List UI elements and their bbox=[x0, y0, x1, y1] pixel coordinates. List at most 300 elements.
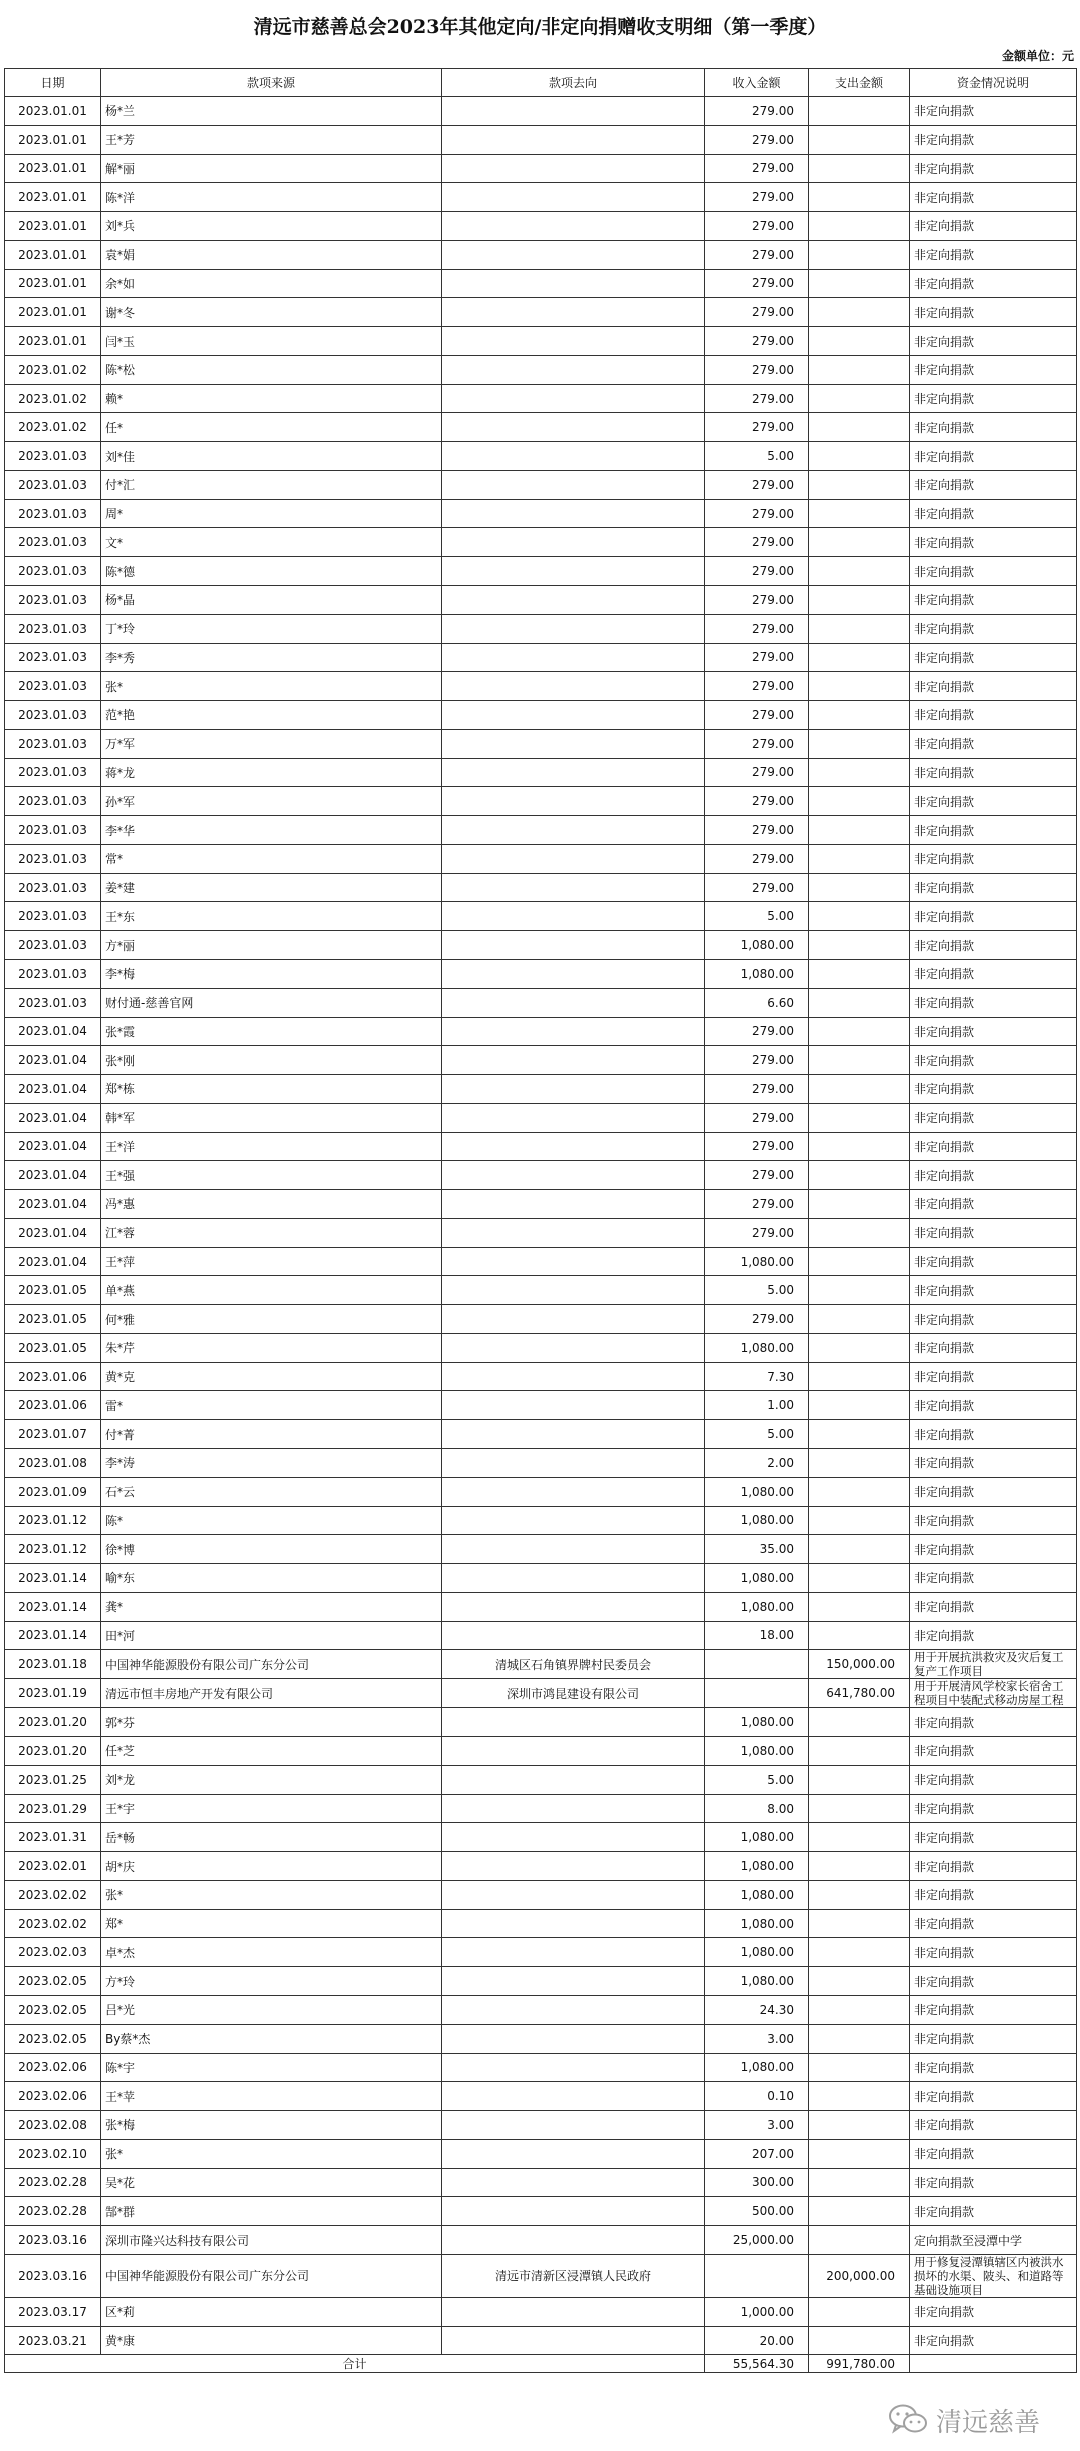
note-cell: 非定向捐款 bbox=[910, 499, 1077, 528]
expense-cell bbox=[809, 2139, 910, 2168]
expense-cell bbox=[809, 2197, 910, 2226]
note-cell: 非定向捐款 bbox=[910, 1880, 1077, 1909]
income-cell: 279.00 bbox=[705, 816, 809, 845]
date-cell: 2023.01.04 bbox=[5, 1190, 101, 1219]
dest-cell bbox=[442, 1420, 705, 1449]
expense-cell bbox=[809, 528, 910, 557]
date-cell: 2023.02.06 bbox=[5, 2082, 101, 2111]
expense-cell bbox=[809, 1909, 910, 1938]
note-cell: 非定向捐款 bbox=[910, 1333, 1077, 1362]
source-cell: 郭*芬 bbox=[101, 1708, 442, 1737]
table-row bbox=[5, 2111, 1077, 2140]
source-cell: 王*洋 bbox=[101, 1132, 442, 1161]
dest-cell bbox=[442, 586, 705, 615]
expense-cell bbox=[809, 931, 910, 960]
dest-cell bbox=[442, 183, 705, 212]
dest-cell bbox=[442, 988, 705, 1017]
income-cell: 279.00 bbox=[705, 1103, 809, 1132]
table-row bbox=[5, 269, 1077, 298]
source-cell: 李*秀 bbox=[101, 643, 442, 672]
income-cell bbox=[705, 1650, 809, 1679]
note-cell: 非定向捐款 bbox=[910, 758, 1077, 787]
date-cell: 2023.01.04 bbox=[5, 1103, 101, 1132]
dest-cell bbox=[442, 154, 705, 183]
table-row bbox=[5, 1017, 1077, 1046]
income-cell: 279.00 bbox=[705, 643, 809, 672]
dest-cell bbox=[442, 1737, 705, 1766]
date-cell: 2023.01.18 bbox=[5, 1650, 101, 1679]
header-source: 款项来源 bbox=[101, 69, 442, 97]
note-cell: 非定向捐款 bbox=[910, 1708, 1077, 1737]
expense-cell: 150,000.00 bbox=[809, 1650, 910, 1679]
source-cell: 徐*博 bbox=[101, 1535, 442, 1564]
table-row bbox=[5, 2082, 1077, 2111]
dest-cell bbox=[442, 2082, 705, 2111]
source-cell: 吴*花 bbox=[101, 2168, 442, 2197]
income-cell: 1,080.00 bbox=[705, 1506, 809, 1535]
income-cell: 279.00 bbox=[705, 97, 809, 126]
expense-cell bbox=[809, 1477, 910, 1506]
expense-cell bbox=[809, 154, 910, 183]
date-cell: 2023.01.03 bbox=[5, 442, 101, 471]
source-cell: 单*燕 bbox=[101, 1276, 442, 1305]
income-cell: 300.00 bbox=[705, 2168, 809, 2197]
note-cell: 非定向捐款 bbox=[910, 873, 1077, 902]
wechat-icon bbox=[888, 2403, 928, 2437]
source-cell: 冯*惠 bbox=[101, 1190, 442, 1219]
income-cell: 3.00 bbox=[705, 2024, 809, 2053]
dest-cell bbox=[442, 902, 705, 931]
dest-cell bbox=[442, 1448, 705, 1477]
date-cell: 2023.03.16 bbox=[5, 2226, 101, 2255]
note-cell: 非定向捐款 bbox=[910, 97, 1077, 126]
table-row bbox=[5, 729, 1077, 758]
note-cell: 非定向捐款 bbox=[910, 2082, 1077, 2111]
table-row bbox=[5, 959, 1077, 988]
dest-cell bbox=[442, 614, 705, 643]
watermark-text: 清远慈善 bbox=[936, 2407, 1041, 2438]
expense-cell bbox=[809, 97, 910, 126]
date-cell: 2023.01.01 bbox=[5, 154, 101, 183]
date-cell: 2023.01.03 bbox=[5, 499, 101, 528]
table-row bbox=[5, 1535, 1077, 1564]
expense-cell bbox=[809, 1996, 910, 2025]
dest-cell bbox=[442, 1909, 705, 1938]
expense-cell bbox=[809, 1161, 910, 1190]
source-cell: 喻*东 bbox=[101, 1564, 442, 1593]
expense-cell bbox=[809, 1218, 910, 1247]
source-cell: 郜*群 bbox=[101, 2197, 442, 2226]
note-cell: 非定向捐款 bbox=[910, 125, 1077, 154]
income-cell: 7.30 bbox=[705, 1362, 809, 1391]
table-row bbox=[5, 844, 1077, 873]
note-cell: 非定向捐款 bbox=[910, 2197, 1077, 2226]
dest-cell bbox=[442, 1794, 705, 1823]
income-cell: 279.00 bbox=[705, 355, 809, 384]
expense-cell bbox=[809, 2082, 910, 2111]
expense-cell bbox=[809, 873, 910, 902]
income-cell: 279.00 bbox=[705, 1161, 809, 1190]
date-cell: 2023.01.05 bbox=[5, 1305, 101, 1334]
expense-cell bbox=[809, 1823, 910, 1852]
header-dest: 款项去向 bbox=[442, 69, 705, 97]
income-cell: 279.00 bbox=[705, 672, 809, 701]
expense-cell bbox=[809, 1592, 910, 1621]
table-row bbox=[5, 183, 1077, 212]
income-cell: 279.00 bbox=[705, 212, 809, 241]
table-row bbox=[5, 816, 1077, 845]
income-cell: 279.00 bbox=[705, 557, 809, 586]
source-cell: 任* bbox=[101, 413, 442, 442]
date-cell: 2023.01.29 bbox=[5, 1794, 101, 1823]
dest-cell bbox=[442, 2326, 705, 2355]
date-cell: 2023.01.06 bbox=[5, 1391, 101, 1420]
income-cell: 279.00 bbox=[705, 499, 809, 528]
date-cell: 2023.02.05 bbox=[5, 1967, 101, 1996]
date-cell: 2023.01.03 bbox=[5, 614, 101, 643]
note-cell: 非定向捐款 bbox=[910, 2111, 1077, 2140]
source-cell: 付*菁 bbox=[101, 1420, 442, 1449]
note-cell: 非定向捐款 bbox=[910, 1391, 1077, 1420]
expense-cell bbox=[809, 1448, 910, 1477]
source-cell: 王*苹 bbox=[101, 2082, 442, 2111]
note-cell: 非定向捐款 bbox=[910, 384, 1077, 413]
income-cell: 18.00 bbox=[705, 1621, 809, 1650]
income-cell: 5.00 bbox=[705, 1276, 809, 1305]
note-cell: 非定向捐款 bbox=[910, 614, 1077, 643]
date-cell: 2023.01.03 bbox=[5, 672, 101, 701]
note-cell: 非定向捐款 bbox=[910, 2024, 1077, 2053]
expense-cell bbox=[809, 1132, 910, 1161]
note-cell: 定向捐款至浸潭中学 bbox=[910, 2226, 1077, 2255]
date-cell: 2023.01.09 bbox=[5, 1477, 101, 1506]
note-cell: 非定向捐款 bbox=[910, 442, 1077, 471]
source-cell: 付*汇 bbox=[101, 470, 442, 499]
expense-cell bbox=[809, 1938, 910, 1967]
table-row bbox=[5, 1103, 1077, 1132]
total-expense: 991,780.00 bbox=[809, 2355, 910, 2373]
table-row bbox=[5, 1276, 1077, 1305]
date-cell: 2023.01.03 bbox=[5, 816, 101, 845]
expense-cell: 200,000.00 bbox=[809, 2254, 910, 2297]
source-cell: 张*刚 bbox=[101, 1046, 442, 1075]
total-income: 55,564.30 bbox=[705, 2355, 809, 2373]
note-cell: 非定向捐款 bbox=[910, 470, 1077, 499]
income-cell: 500.00 bbox=[705, 2197, 809, 2226]
source-cell: 张* bbox=[101, 1880, 442, 1909]
income-cell: 1,080.00 bbox=[705, 2053, 809, 2082]
expense-cell bbox=[809, 787, 910, 816]
income-cell: 279.00 bbox=[705, 1017, 809, 1046]
note-cell: 非定向捐款 bbox=[910, 1852, 1077, 1881]
date-cell: 2023.01.03 bbox=[5, 528, 101, 557]
dest-cell bbox=[442, 1880, 705, 1909]
table-row bbox=[5, 1247, 1077, 1276]
dest-cell bbox=[442, 1161, 705, 1190]
dest-cell bbox=[442, 1075, 705, 1104]
note-cell: 非定向捐款 bbox=[910, 557, 1077, 586]
income-cell bbox=[705, 2254, 809, 2297]
date-cell: 2023.01.20 bbox=[5, 1708, 101, 1737]
date-cell: 2023.01.04 bbox=[5, 1046, 101, 1075]
note-cell: 非定向捐款 bbox=[910, 1420, 1077, 1449]
income-cell: 279.00 bbox=[705, 528, 809, 557]
source-cell: 谢*冬 bbox=[101, 298, 442, 327]
dest-cell bbox=[442, 2053, 705, 2082]
table-row bbox=[5, 988, 1077, 1017]
date-cell: 2023.02.02 bbox=[5, 1880, 101, 1909]
table-row bbox=[5, 931, 1077, 960]
note-cell: 非定向捐款 bbox=[910, 240, 1077, 269]
note-cell: 非定向捐款 bbox=[910, 586, 1077, 615]
income-cell: 279.00 bbox=[705, 384, 809, 413]
source-cell: 李*梅 bbox=[101, 959, 442, 988]
date-cell: 2023.02.10 bbox=[5, 2139, 101, 2168]
income-cell: 279.00 bbox=[705, 1075, 809, 1104]
dest-cell bbox=[442, 873, 705, 902]
date-cell: 2023.01.14 bbox=[5, 1564, 101, 1593]
date-cell: 2023.01.04 bbox=[5, 1161, 101, 1190]
table-row bbox=[5, 298, 1077, 327]
date-cell: 2023.01.03 bbox=[5, 902, 101, 931]
total-label: 合计 bbox=[5, 2355, 705, 2373]
table-row bbox=[5, 1823, 1077, 1852]
income-cell: 1,080.00 bbox=[705, 959, 809, 988]
income-cell: 279.00 bbox=[705, 787, 809, 816]
note-cell: 非定向捐款 bbox=[910, 1017, 1077, 1046]
source-cell: 中国神华能源股份有限公司广东分公司 bbox=[101, 1650, 442, 1679]
date-cell: 2023.01.20 bbox=[5, 1737, 101, 1766]
date-cell: 2023.01.03 bbox=[5, 557, 101, 586]
income-cell: 1,080.00 bbox=[705, 1333, 809, 1362]
table-row bbox=[5, 1765, 1077, 1794]
expense-cell bbox=[809, 1535, 910, 1564]
expense-cell bbox=[809, 1075, 910, 1104]
dest-cell bbox=[442, 1535, 705, 1564]
date-cell: 2023.02.05 bbox=[5, 2024, 101, 2053]
table-row bbox=[5, 1075, 1077, 1104]
dest-cell bbox=[442, 816, 705, 845]
expense-cell bbox=[809, 442, 910, 471]
expense-cell bbox=[809, 269, 910, 298]
dest-cell bbox=[442, 959, 705, 988]
dest-cell bbox=[442, 1621, 705, 1650]
note-cell: 非定向捐款 bbox=[910, 787, 1077, 816]
dest-cell bbox=[442, 269, 705, 298]
table-row bbox=[5, 1420, 1077, 1449]
date-cell: 2023.02.02 bbox=[5, 1909, 101, 1938]
date-cell: 2023.01.03 bbox=[5, 787, 101, 816]
expense-cell bbox=[809, 1190, 910, 1219]
note-cell: 非定向捐款 bbox=[910, 327, 1077, 356]
note-cell: 非定向捐款 bbox=[910, 1362, 1077, 1391]
income-cell: 1,080.00 bbox=[705, 1852, 809, 1881]
income-cell: 1,080.00 bbox=[705, 1909, 809, 1938]
date-cell: 2023.01.03 bbox=[5, 643, 101, 672]
income-cell: 1,080.00 bbox=[705, 1967, 809, 1996]
table-row bbox=[5, 1132, 1077, 1161]
table-row bbox=[5, 672, 1077, 701]
expense-cell bbox=[809, 1362, 910, 1391]
dest-cell bbox=[442, 1592, 705, 1621]
expense-cell bbox=[809, 327, 910, 356]
dest-cell bbox=[442, 212, 705, 241]
date-cell: 2023.01.02 bbox=[5, 355, 101, 384]
table-row bbox=[5, 470, 1077, 499]
table-row bbox=[5, 413, 1077, 442]
dest-cell bbox=[442, 2168, 705, 2197]
note-cell: 非定向捐款 bbox=[910, 2168, 1077, 2197]
income-cell: 279.00 bbox=[705, 586, 809, 615]
table-row bbox=[5, 1996, 1077, 2025]
table-row bbox=[5, 327, 1077, 356]
date-cell: 2023.02.01 bbox=[5, 1852, 101, 1881]
note-cell: 非定向捐款 bbox=[910, 183, 1077, 212]
watermark bbox=[888, 2398, 1068, 2442]
source-cell: 卓*杰 bbox=[101, 1938, 442, 1967]
expense-cell bbox=[809, 1737, 910, 1766]
date-cell: 2023.01.03 bbox=[5, 873, 101, 902]
dest-cell bbox=[442, 1218, 705, 1247]
table-row bbox=[5, 1852, 1077, 1881]
date-cell: 2023.01.04 bbox=[5, 1017, 101, 1046]
source-cell: 王*强 bbox=[101, 1161, 442, 1190]
note-cell: 非定向捐款 bbox=[910, 269, 1077, 298]
dest-cell bbox=[442, 2226, 705, 2255]
date-cell: 2023.02.28 bbox=[5, 2168, 101, 2197]
expense-cell bbox=[809, 614, 910, 643]
expense-cell bbox=[809, 2226, 910, 2255]
income-cell: 1,080.00 bbox=[705, 1247, 809, 1276]
dest-cell bbox=[442, 758, 705, 787]
expense-cell bbox=[809, 2024, 910, 2053]
note-cell: 非定向捐款 bbox=[910, 844, 1077, 873]
note-cell: 非定向捐款 bbox=[910, 1305, 1077, 1334]
source-cell: 中国神华能源股份有限公司广东分公司 bbox=[101, 2254, 442, 2297]
dest-cell bbox=[442, 2197, 705, 2226]
dest-cell bbox=[442, 1564, 705, 1593]
source-cell: 雷* bbox=[101, 1391, 442, 1420]
table-row bbox=[5, 1592, 1077, 1621]
date-cell: 2023.01.14 bbox=[5, 1592, 101, 1621]
table-row bbox=[5, 212, 1077, 241]
table-row bbox=[5, 1938, 1077, 1967]
income-cell: 1,080.00 bbox=[705, 1938, 809, 1967]
dest-cell bbox=[442, 931, 705, 960]
date-cell: 2023.01.04 bbox=[5, 1132, 101, 1161]
expense-cell bbox=[809, 1391, 910, 1420]
source-cell: 岳*畅 bbox=[101, 1823, 442, 1852]
source-cell: 刘*佳 bbox=[101, 442, 442, 471]
date-cell: 2023.01.03 bbox=[5, 959, 101, 988]
expense-cell bbox=[809, 1564, 910, 1593]
source-cell: 张* bbox=[101, 672, 442, 701]
note-cell: 非定向捐款 bbox=[910, 2297, 1077, 2326]
note-cell: 非定向捐款 bbox=[910, 1794, 1077, 1823]
dest-cell bbox=[442, 1247, 705, 1276]
expense-cell bbox=[809, 557, 910, 586]
source-cell: 孙*军 bbox=[101, 787, 442, 816]
expense-cell bbox=[809, 212, 910, 241]
income-cell: 279.00 bbox=[705, 269, 809, 298]
amount-unit-label: 金额单位：元 bbox=[1001, 49, 1074, 63]
income-cell: 279.00 bbox=[705, 240, 809, 269]
source-cell: 方*玲 bbox=[101, 1967, 442, 1996]
dest-cell bbox=[442, 1852, 705, 1881]
income-cell: 279.00 bbox=[705, 729, 809, 758]
date-cell: 2023.01.03 bbox=[5, 988, 101, 1017]
note-cell: 非定向捐款 bbox=[910, 1506, 1077, 1535]
expense-cell bbox=[809, 844, 910, 873]
note-cell: 非定向捐款 bbox=[910, 729, 1077, 758]
dest-cell bbox=[442, 1046, 705, 1075]
date-cell: 2023.01.08 bbox=[5, 1448, 101, 1477]
source-cell: 李*涛 bbox=[101, 1448, 442, 1477]
expense-cell bbox=[809, 643, 910, 672]
expense-cell bbox=[809, 2297, 910, 2326]
source-cell: 余*如 bbox=[101, 269, 442, 298]
note-cell: 非定向捐款 bbox=[910, 1161, 1077, 1190]
note-cell: 非定向捐款 bbox=[910, 1765, 1077, 1794]
date-cell: 2023.01.03 bbox=[5, 586, 101, 615]
document-title: 清远市慈善总会2023年其他定向/非定向捐赠收支明细（第一季度） bbox=[253, 16, 827, 38]
expense-cell bbox=[809, 1247, 910, 1276]
date-cell: 2023.01.01 bbox=[5, 97, 101, 126]
income-cell: 279.00 bbox=[705, 327, 809, 356]
note-cell: 非定向捐款 bbox=[910, 1592, 1077, 1621]
dest-cell bbox=[442, 1967, 705, 1996]
table-row bbox=[5, 1218, 1077, 1247]
date-cell: 2023.01.04 bbox=[5, 1218, 101, 1247]
dest-cell bbox=[442, 844, 705, 873]
dest-cell bbox=[442, 1477, 705, 1506]
income-cell: 279.00 bbox=[705, 844, 809, 873]
note-cell: 非定向捐款 bbox=[910, 1046, 1077, 1075]
source-cell: By蔡*杰 bbox=[101, 2024, 442, 2053]
header-date: 日期 bbox=[5, 69, 101, 97]
expense-cell bbox=[809, 240, 910, 269]
source-cell: 姜*建 bbox=[101, 873, 442, 902]
dest-cell bbox=[442, 499, 705, 528]
source-cell: 江*蓉 bbox=[101, 1218, 442, 1247]
income-cell: 207.00 bbox=[705, 2139, 809, 2168]
table-row bbox=[5, 1190, 1077, 1219]
source-cell: 闫*玉 bbox=[101, 327, 442, 356]
dest-cell bbox=[442, 470, 705, 499]
date-cell: 2023.01.12 bbox=[5, 1506, 101, 1535]
dest-cell bbox=[442, 384, 705, 413]
source-cell: 王*宇 bbox=[101, 1794, 442, 1823]
dest-cell bbox=[442, 1996, 705, 2025]
note-cell: 非定向捐款 bbox=[910, 1218, 1077, 1247]
note-cell: 非定向捐款 bbox=[910, 672, 1077, 701]
table-row bbox=[5, 701, 1077, 730]
income-cell: 24.30 bbox=[705, 1996, 809, 2025]
table-row bbox=[5, 643, 1077, 672]
source-cell: 解*丽 bbox=[101, 154, 442, 183]
expense-cell bbox=[809, 384, 910, 413]
date-cell: 2023.01.01 bbox=[5, 269, 101, 298]
note-cell: 非定向捐款 bbox=[910, 298, 1077, 327]
table-row bbox=[5, 1362, 1077, 1391]
income-cell: 279.00 bbox=[705, 298, 809, 327]
table-row bbox=[5, 1737, 1077, 1766]
note-cell: 非定向捐款 bbox=[910, 1535, 1077, 1564]
income-cell: 279.00 bbox=[705, 1132, 809, 1161]
table-row bbox=[5, 1564, 1077, 1593]
dest-cell: 深圳市鸿昆建设有限公司 bbox=[442, 1679, 705, 1708]
date-cell: 2023.01.02 bbox=[5, 384, 101, 413]
